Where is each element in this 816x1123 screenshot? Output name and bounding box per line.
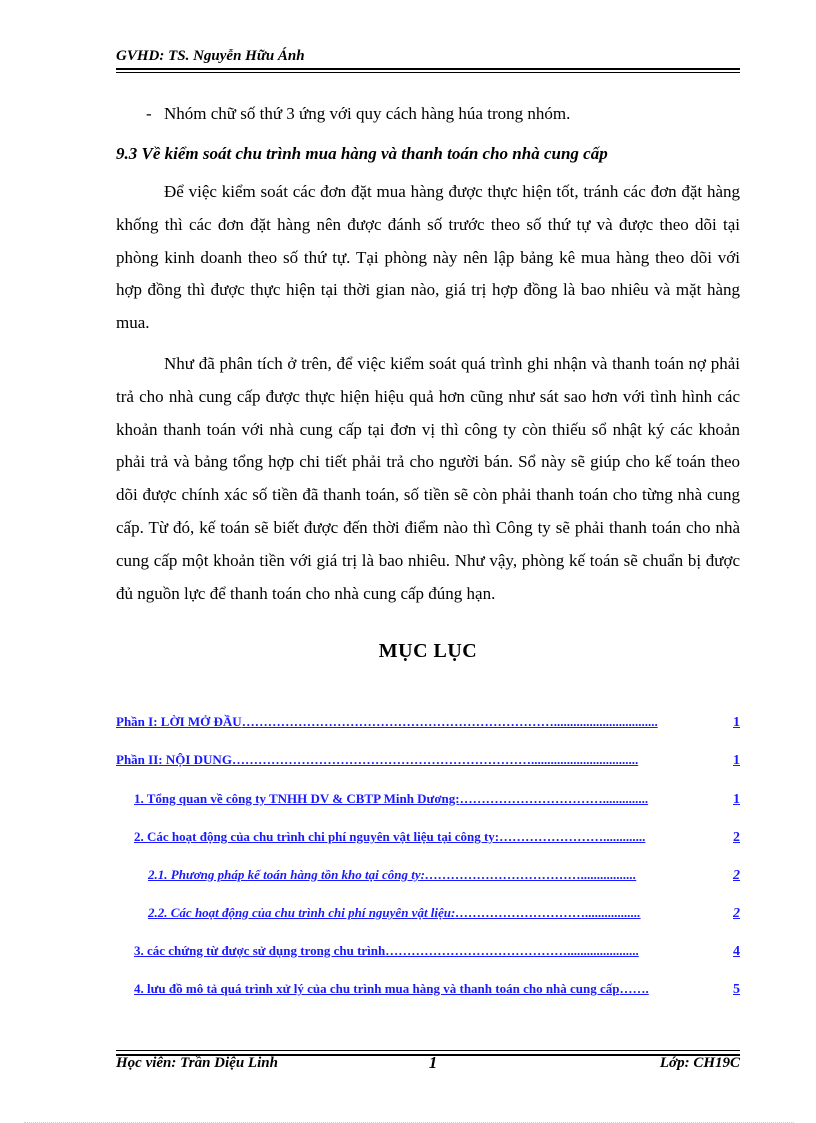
bullet-text: Nhóm chữ số thứ 3 ứng với quy cách hàng húa trong nhóm. — [164, 104, 571, 123]
header-rule-thick — [116, 68, 740, 70]
paragraph-2: Như đã phân tích ở trên, để việc kiểm soát quá trình ghi nhận và thanh toán nợ phải trả cho nhà cung cấp được thực hiện hiệu quả hơn cũng như sát sao hơn với tình hình các khoản thanh toán với nhà cung cấp tại đơn vị thì công ty còn thiếu sổ nhật ký các khoản phải trả và bảng tổng hợp chi tiết phải trả cho người bán. Sổ này sẽ giúp cho kế toán theo dõi được chính xác số tiền đã thanh toán, số tiền sẽ còn phải thanh toán cho từng nhà cung cấp. Từ đó, kế toán sẽ biết được đến thời điểm nào thì Công ty sẽ phải thanh toán cho nhà cung cấp một khoản tiền với giá trị là bao nhiêu. Như vậy, phòng kế toán sẽ chuẩn bị được đủ nguồn lực để thanh toán cho nhà cung cấp đúng hạn. — [116, 353, 740, 603]
footer-student: Học viên: Trần Diệu Linh — [116, 1055, 278, 1071]
toc-label: Phần II: NỘI DUNG — [116, 752, 232, 767]
toc-leader: ……. — [619, 981, 649, 996]
toc-label: 4. lưu đồ mô tả quá trình xử lý của chu trình mua hàng và thanh toán cho nhà cung cấp — [134, 981, 620, 996]
body-content — [116, 100, 740, 610]
toc-label: 2.2. Các hoạt động của chu trình chi phí nguyên vật liệu: — [148, 905, 456, 920]
toc-page: 4 — [733, 944, 740, 959]
toc-page: 1 — [733, 715, 740, 730]
header-rule-thin — [116, 72, 740, 73]
bullet-item — [116, 100, 740, 128]
toc-title: MỤC LỤC — [378, 640, 478, 662]
toc-label: 2. Các hoạt động của chu trình chi phí nguyên vật liệu tại công ty: — [134, 829, 500, 844]
bullet-dash: - — [146, 104, 152, 123]
toc-page: 1 — [733, 753, 740, 768]
section-heading: 9.3 Về kiểm soát chu trình mua hàng và thanh toán cho nhà cung cấp — [116, 144, 608, 163]
toc-link-section-4[interactable] — [134, 981, 740, 1005]
toc-link-part-2[interactable] — [116, 752, 740, 776]
toc-link-section-2[interactable] — [134, 829, 740, 853]
toc-page: 2 — [733, 868, 740, 883]
paragraph-1: Để việc kiểm soát các đơn đặt mua hàng được thực hiện tốt, tránh các đơn đặt hàng khống thì các đơn đặt hàng nên được đánh số trước theo số thứ tự và được theo dõi tại phòng kinh doanh theo số thứ tự. Tại phòng này nên lập bảng kê mua hàng theo dõi với hợp đồng thì được thực hiện tại thời gian nào, giá trị hợp đồng là bao nhiêu và mặt hàng mua. — [116, 182, 740, 333]
toc-leader: ……………………............. — [499, 829, 646, 844]
toc-link-part-1[interactable] — [116, 714, 740, 738]
toc-link-section-2-1[interactable] — [148, 867, 740, 891]
toc-page: 5 — [733, 982, 740, 997]
toc-label: Phần I: LỜI MỞ ĐẦU — [116, 714, 242, 729]
header-advisor: GVHD: TS. Nguyễn Hữu Ánh — [116, 48, 305, 64]
footer-class: Lớp: CH19C — [659, 1055, 740, 1071]
toc-label: 1. Tổng quan về công ty TNHH DV & CBTP Minh Dương: — [134, 791, 460, 806]
toc-page: 2 — [733, 830, 740, 845]
toc-link-section-1[interactable] — [134, 791, 740, 815]
page-footer — [116, 1055, 740, 1077]
toc-link-section-2-2[interactable] — [148, 905, 740, 929]
footer-rule-thin — [116, 1050, 740, 1051]
toc-leader: ……………………………………...................... — [385, 943, 639, 958]
toc-leader: ………………………………………………………………................................ — [241, 714, 658, 729]
toc-page: 2 — [733, 906, 740, 921]
page-header — [116, 48, 740, 65]
footer-page-number: 1 — [428, 1053, 438, 1072]
toc-label: 3. các chứng từ được sử dụng trong chu trình — [134, 943, 386, 958]
toc-leader: ………………………………................. — [424, 867, 637, 882]
toc-leader: …………………………................. — [455, 905, 641, 920]
toc-leader: …………………………….............. — [459, 791, 649, 806]
toc-label: 2.1. Phương pháp kế toán hàng tồn kho tại công ty: — [148, 867, 425, 882]
toc-page: 1 — [733, 792, 740, 807]
toc-leader: ……………………………………………………………................................. — [231, 752, 639, 767]
toc-link-section-3[interactable] — [134, 943, 740, 967]
